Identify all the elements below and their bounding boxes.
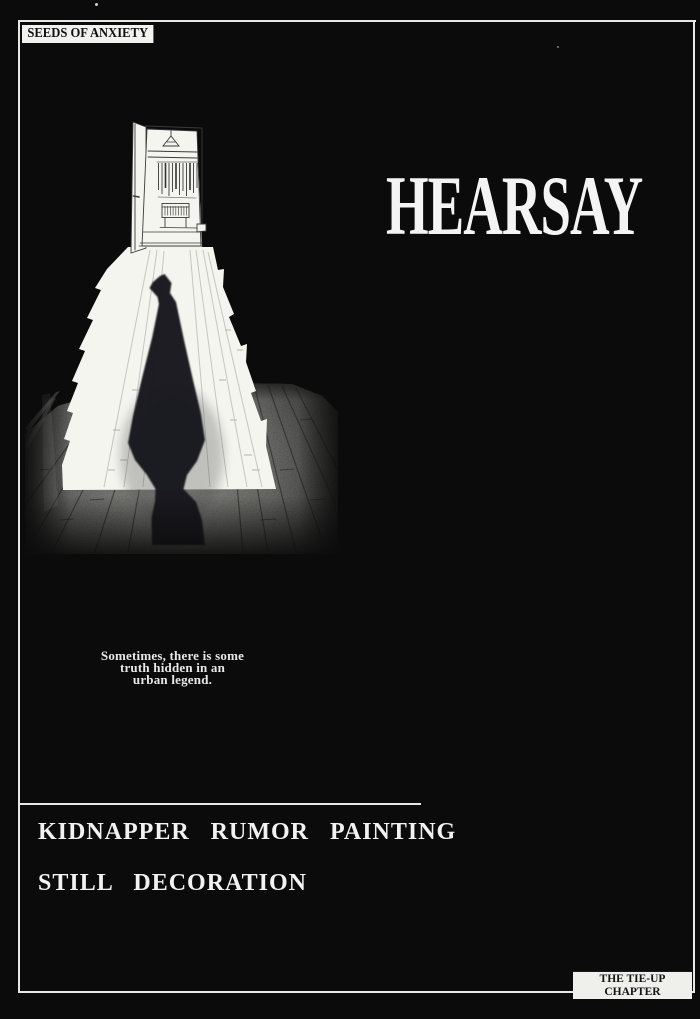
dust-speck [95, 3, 98, 6]
tagline [85, 650, 260, 686]
chapter-type-box [573, 971, 692, 999]
door-sill [197, 224, 206, 232]
chapter-type-line-2: CHAPTER [604, 986, 661, 998]
tagline-line-3: urban legend. [132, 672, 213, 687]
tagline-line-2: truth hidden in an [119, 660, 226, 675]
door-handle [134, 196, 140, 197]
series-label: SEEDS OF ANXIETY [27, 26, 149, 41]
dust-speck [557, 46, 559, 48]
keywords-divider-line [20, 803, 421, 805]
tagline-line-1: Sometimes, there is some [100, 648, 245, 663]
keywords-line-2: STILL DECORATION [38, 870, 307, 896]
series-label-box [22, 25, 153, 43]
keywords-line-1: KIDNAPPER RUMOR PAINTING [38, 819, 457, 845]
floor-bottom-fade [20, 496, 350, 576]
page-frame-left [18, 20, 20, 993]
page-frame-right [693, 21, 695, 993]
page-frame-top [18, 20, 696, 22]
chapter-type-line-1: THE TIE-UP [599, 973, 666, 985]
door-opening [141, 129, 202, 247]
chapter-title: HEARSAY [386, 159, 643, 253]
